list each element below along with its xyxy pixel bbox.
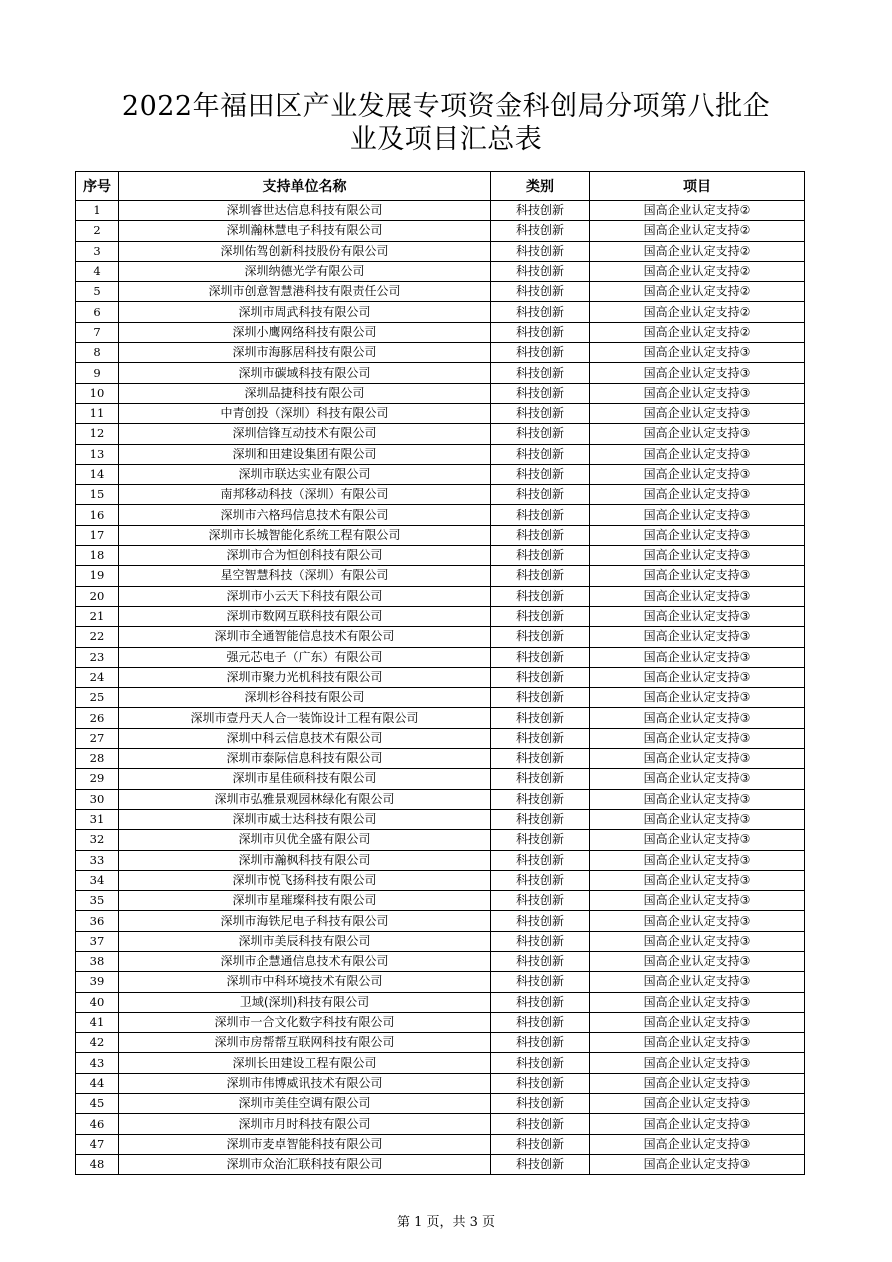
cell-name: 深圳市中科环境技术有限公司 [119, 972, 491, 992]
cell-category: 科技创新 [491, 911, 590, 931]
cell-seq: 30 [76, 789, 119, 809]
cell-category: 科技创新 [491, 1094, 590, 1114]
cell-category: 科技创新 [491, 343, 590, 363]
table-row [76, 972, 805, 992]
cell-project: 国高企业认定支持③ [590, 931, 805, 951]
cell-name: 深圳市壹丹天人合一装饰设计工程有限公司 [119, 708, 491, 728]
table-row [76, 870, 805, 890]
cell-category: 科技创新 [491, 1033, 590, 1053]
cell-category: 科技创新 [491, 1134, 590, 1154]
cell-seq: 46 [76, 1114, 119, 1134]
cell-name: 深圳市贝优全盛有限公司 [119, 830, 491, 850]
cell-seq: 8 [76, 343, 119, 363]
cell-seq: 14 [76, 464, 119, 484]
table-row [76, 809, 805, 829]
cell-name: 深圳市长城智能化系统工程有限公司 [119, 525, 491, 545]
table-row [76, 505, 805, 525]
cell-seq: 4 [76, 261, 119, 281]
cell-category: 科技创新 [491, 546, 590, 566]
table-row [76, 1053, 805, 1073]
header-category: 类别 [491, 172, 590, 201]
cell-project: 国高企业认定支持③ [590, 464, 805, 484]
table-row [76, 586, 805, 606]
cell-seq: 25 [76, 688, 119, 708]
cell-category: 科技创新 [491, 667, 590, 687]
cell-category: 科技创新 [491, 221, 590, 241]
table-row [76, 343, 805, 363]
cell-category: 科技创新 [491, 302, 590, 322]
cell-project: 国高企业认定支持③ [590, 363, 805, 383]
cell-seq: 24 [76, 667, 119, 687]
cell-name: 深圳市弘雅景观园林绿化有限公司 [119, 789, 491, 809]
cell-project: 国高企业认定支持③ [590, 850, 805, 870]
cell-name: 深圳信锋互动技术有限公司 [119, 424, 491, 444]
cell-project: 国高企业认定支持③ [590, 505, 805, 525]
cell-name: 星空智慧科技（深圳）有限公司 [119, 566, 491, 586]
cell-name: 深圳瀚林慧电子科技有限公司 [119, 221, 491, 241]
table-body [76, 201, 805, 1175]
cell-name: 深圳市房帮帮互联网科技有限公司 [119, 1033, 491, 1053]
cell-seq: 38 [76, 951, 119, 971]
cell-name: 深圳和田建设集团有限公司 [119, 444, 491, 464]
cell-seq: 39 [76, 972, 119, 992]
cell-name: 深圳市瀚枫科技有限公司 [119, 850, 491, 870]
table-row [76, 647, 805, 667]
table-row [76, 261, 805, 281]
cell-category: 科技创新 [491, 870, 590, 890]
cell-project: 国高企业认定支持③ [590, 586, 805, 606]
cell-seq: 48 [76, 1154, 119, 1174]
cell-category: 科技创新 [491, 850, 590, 870]
table-row [76, 891, 805, 911]
cell-seq: 16 [76, 505, 119, 525]
cell-name: 深圳市聚力光机科技有限公司 [119, 667, 491, 687]
cell-category: 科技创新 [491, 891, 590, 911]
cell-seq: 31 [76, 809, 119, 829]
cell-name: 深圳市合为恒创科技有限公司 [119, 546, 491, 566]
cell-project: 国高企业认定支持③ [590, 1033, 805, 1053]
cell-name: 强元芯电子（广东）有限公司 [119, 647, 491, 667]
cell-name: 深圳市众治汇联科技有限公司 [119, 1154, 491, 1174]
cell-category: 科技创新 [491, 505, 590, 525]
cell-seq: 5 [76, 282, 119, 302]
table-row [76, 931, 805, 951]
cell-category: 科技创新 [491, 1012, 590, 1032]
cell-name: 深圳品捷科技有限公司 [119, 383, 491, 403]
cell-project: 国高企业认定支持③ [590, 1114, 805, 1134]
cell-name: 深圳市小云天下科技有限公司 [119, 586, 491, 606]
table-row [76, 789, 805, 809]
cell-name: 深圳市美辰科技有限公司 [119, 931, 491, 951]
table-row [76, 464, 805, 484]
cell-name: 深圳市海豚居科技有限公司 [119, 343, 491, 363]
cell-name: 深圳杉谷科技有限公司 [119, 688, 491, 708]
cell-project: 国高企业认定支持③ [590, 1094, 805, 1114]
cell-category: 科技创新 [491, 485, 590, 505]
cell-name: 深圳长田建设工程有限公司 [119, 1053, 491, 1073]
cell-project: 国高企业认定支持③ [590, 1012, 805, 1032]
cell-project: 国高企业认定支持③ [590, 708, 805, 728]
table-row [76, 606, 805, 626]
cell-category: 科技创新 [491, 708, 590, 728]
cell-project: 国高企业认定支持③ [590, 1053, 805, 1073]
cell-category: 科技创新 [491, 566, 590, 586]
cell-name: 深圳市企慧通信息技术有限公司 [119, 951, 491, 971]
cell-project: 国高企业认定支持② [590, 261, 805, 281]
cell-category: 科技创新 [491, 830, 590, 850]
cell-name: 深圳市月时科技有限公司 [119, 1114, 491, 1134]
cell-seq: 10 [76, 383, 119, 403]
cell-name: 深圳市泰际信息科技有限公司 [119, 749, 491, 769]
cell-name: 中青创投（深圳）科技有限公司 [119, 403, 491, 423]
cell-project: 国高企业认定支持③ [590, 627, 805, 647]
cell-category: 科技创新 [491, 972, 590, 992]
cell-category: 科技创新 [491, 322, 590, 342]
table-row [76, 830, 805, 850]
cell-category: 科技创新 [491, 282, 590, 302]
cell-seq: 47 [76, 1134, 119, 1154]
cell-name: 深圳市美佳空调有限公司 [119, 1094, 491, 1114]
cell-seq: 11 [76, 403, 119, 423]
cell-category: 科技创新 [491, 444, 590, 464]
cell-seq: 43 [76, 1053, 119, 1073]
cell-name: 南邦移动科技（深圳）有限公司 [119, 485, 491, 505]
cell-project: 国高企业认定支持③ [590, 870, 805, 890]
cell-project: 国高企业认定支持③ [590, 383, 805, 403]
cell-name: 深圳市星璀璨科技有限公司 [119, 891, 491, 911]
cell-category: 科技创新 [491, 403, 590, 423]
cell-name: 深圳市六格玛信息技术有限公司 [119, 505, 491, 525]
cell-project: 国高企业认定支持③ [590, 424, 805, 444]
table-row [76, 1094, 805, 1114]
page-footer: 第 1 页，共 3 页 [396, 1215, 496, 1230]
cell-project: 国高企业认定支持③ [590, 485, 805, 505]
cell-category: 科技创新 [491, 525, 590, 545]
cell-seq: 20 [76, 586, 119, 606]
cell-seq: 6 [76, 302, 119, 322]
cell-category: 科技创新 [491, 261, 590, 281]
cell-seq: 29 [76, 769, 119, 789]
cell-seq: 23 [76, 647, 119, 667]
cell-name: 深圳市海铁尼电子科技有限公司 [119, 911, 491, 931]
cell-category: 科技创新 [491, 769, 590, 789]
cell-category: 科技创新 [491, 951, 590, 971]
cell-seq: 36 [76, 911, 119, 931]
cell-project: 国高企业认定支持③ [590, 688, 805, 708]
table-row [76, 302, 805, 322]
table-row [76, 363, 805, 383]
cell-category: 科技创新 [491, 688, 590, 708]
cell-category: 科技创新 [491, 992, 590, 1012]
cell-project: 国高企业认定支持③ [590, 1134, 805, 1154]
cell-name: 深圳市联达实业有限公司 [119, 464, 491, 484]
table-row [76, 1033, 805, 1053]
table-row [76, 850, 805, 870]
cell-project: 国高企业认定支持③ [590, 546, 805, 566]
cell-seq: 13 [76, 444, 119, 464]
cell-seq: 17 [76, 525, 119, 545]
table-row [76, 911, 805, 931]
cell-project: 国高企业认定支持③ [590, 789, 805, 809]
cell-project: 国高企业认定支持② [590, 302, 805, 322]
table-row [76, 444, 805, 464]
cell-category: 科技创新 [491, 1154, 590, 1174]
cell-name: 深圳市周武科技有限公司 [119, 302, 491, 322]
table-row [76, 992, 805, 1012]
table-row [76, 1073, 805, 1093]
table-row [76, 708, 805, 728]
cell-project: 国高企业认定支持③ [590, 992, 805, 1012]
cell-name: 深圳市悦飞扬科技有限公司 [119, 870, 491, 890]
cell-category: 科技创新 [491, 789, 590, 809]
cell-project: 国高企业认定支持③ [590, 891, 805, 911]
cell-category: 科技创新 [491, 647, 590, 667]
cell-seq: 22 [76, 627, 119, 647]
cell-project: 国高企业认定支持③ [590, 951, 805, 971]
table-row [76, 728, 805, 748]
cell-name: 深圳市一合文化数字科技有限公司 [119, 1012, 491, 1032]
header-project: 项目 [590, 172, 805, 201]
cell-seq: 7 [76, 322, 119, 342]
cell-seq: 26 [76, 708, 119, 728]
table-row [76, 1154, 805, 1174]
table-row [76, 1134, 805, 1154]
cell-project: 国高企业认定支持② [590, 322, 805, 342]
cell-category: 科技创新 [491, 627, 590, 647]
cell-category: 科技创新 [491, 1114, 590, 1134]
table-row [76, 688, 805, 708]
cell-project: 国高企业认定支持③ [590, 444, 805, 464]
table-row [76, 566, 805, 586]
cell-project: 国高企业认定支持③ [590, 769, 805, 789]
cell-project: 国高企业认定支持③ [590, 566, 805, 586]
cell-project: 国高企业认定支持③ [590, 911, 805, 931]
cell-project: 国高企业认定支持② [590, 282, 805, 302]
cell-seq: 44 [76, 1073, 119, 1093]
table-row [76, 221, 805, 241]
cell-seq: 9 [76, 363, 119, 383]
table-row [76, 322, 805, 342]
table-header-row [76, 172, 805, 201]
cell-seq: 15 [76, 485, 119, 505]
cell-seq: 21 [76, 606, 119, 626]
cell-category: 科技创新 [491, 241, 590, 261]
cell-name: 卫域(深圳)科技有限公司 [119, 992, 491, 1012]
cell-seq: 19 [76, 566, 119, 586]
cell-name: 深圳市碳域科技有限公司 [119, 363, 491, 383]
cell-category: 科技创新 [491, 728, 590, 748]
table-row [76, 485, 805, 505]
cell-seq: 34 [76, 870, 119, 890]
cell-seq: 33 [76, 850, 119, 870]
cell-category: 科技创新 [491, 1053, 590, 1073]
cell-project: 国高企业认定支持③ [590, 667, 805, 687]
cell-project: 国高企业认定支持③ [590, 606, 805, 626]
cell-name: 深圳市全通智能信息技术有限公司 [119, 627, 491, 647]
cell-seq: 40 [76, 992, 119, 1012]
cell-project: 国高企业认定支持③ [590, 525, 805, 545]
cell-seq: 12 [76, 424, 119, 444]
cell-project: 国高企业认定支持③ [590, 343, 805, 363]
table-row [76, 749, 805, 769]
table-row [76, 769, 805, 789]
table-row [76, 627, 805, 647]
table-row [76, 1012, 805, 1032]
cell-name: 深圳睿世达信息科技有限公司 [119, 201, 491, 221]
cell-project: 国高企业认定支持③ [590, 647, 805, 667]
table-row [76, 403, 805, 423]
cell-seq: 41 [76, 1012, 119, 1032]
cell-seq: 32 [76, 830, 119, 850]
cell-name: 深圳市星佳硕科技有限公司 [119, 769, 491, 789]
cell-project: 国高企业认定支持③ [590, 972, 805, 992]
cell-name: 深圳小鹰网络科技有限公司 [119, 322, 491, 342]
cell-seq: 3 [76, 241, 119, 261]
cell-name: 深圳市数网互联科技有限公司 [119, 606, 491, 626]
cell-category: 科技创新 [491, 931, 590, 951]
cell-name: 深圳市创意智慧港科技有限责任公司 [119, 282, 491, 302]
cell-category: 科技创新 [491, 606, 590, 626]
cell-seq: 27 [76, 728, 119, 748]
header-seq: 序号 [76, 172, 119, 201]
cell-name: 深圳市威士达科技有限公司 [119, 809, 491, 829]
cell-category: 科技创新 [491, 363, 590, 383]
cell-seq: 42 [76, 1033, 119, 1053]
document-title [40, 90, 852, 156]
table-row [76, 951, 805, 971]
cell-seq: 45 [76, 1094, 119, 1114]
table-row [76, 1114, 805, 1134]
cell-name: 深圳佑驾创新科技股份有限公司 [119, 241, 491, 261]
cell-project: 国高企业认定支持③ [590, 749, 805, 769]
table-row [76, 525, 805, 545]
title-line-2: 业及项目汇总表 [349, 124, 543, 155]
cell-name: 深圳市麦卓智能科技有限公司 [119, 1134, 491, 1154]
table-row [76, 667, 805, 687]
cell-category: 科技创新 [491, 464, 590, 484]
cell-category: 科技创新 [491, 383, 590, 403]
cell-project: 国高企业认定支持② [590, 241, 805, 261]
cell-seq: 1 [76, 201, 119, 221]
cell-project: 国高企业认定支持② [590, 201, 805, 221]
cell-category: 科技创新 [491, 809, 590, 829]
table-row [76, 383, 805, 403]
title-line-1: 2022年福田区产业发展专项资金科创局分项第八批企 [121, 91, 771, 122]
cell-category: 科技创新 [491, 424, 590, 444]
cell-project: 国高企业认定支持② [590, 221, 805, 241]
cell-category: 科技创新 [491, 749, 590, 769]
table-row [76, 546, 805, 566]
cell-project: 国高企业认定支持③ [590, 809, 805, 829]
cell-project: 国高企业认定支持③ [590, 830, 805, 850]
table-row [76, 241, 805, 261]
header-name: 支持单位名称 [119, 172, 491, 201]
cell-project: 国高企业认定支持③ [590, 1073, 805, 1093]
cell-project: 国高企业认定支持③ [590, 728, 805, 748]
cell-seq: 37 [76, 931, 119, 951]
cell-category: 科技创新 [491, 1073, 590, 1093]
cell-category: 科技创新 [491, 586, 590, 606]
cell-name: 深圳纳德光学有限公司 [119, 261, 491, 281]
cell-project: 国高企业认定支持③ [590, 1154, 805, 1174]
cell-project: 国高企业认定支持③ [590, 403, 805, 423]
table-row [76, 282, 805, 302]
table-row [76, 424, 805, 444]
cell-seq: 2 [76, 221, 119, 241]
cell-seq: 35 [76, 891, 119, 911]
cell-name: 深圳中科云信息技术有限公司 [119, 728, 491, 748]
cell-seq: 18 [76, 546, 119, 566]
table-row [76, 201, 805, 221]
cell-category: 科技创新 [491, 201, 590, 221]
cell-seq: 28 [76, 749, 119, 769]
summary-table [75, 171, 805, 1175]
cell-name: 深圳市伟博威讯技术有限公司 [119, 1073, 491, 1093]
